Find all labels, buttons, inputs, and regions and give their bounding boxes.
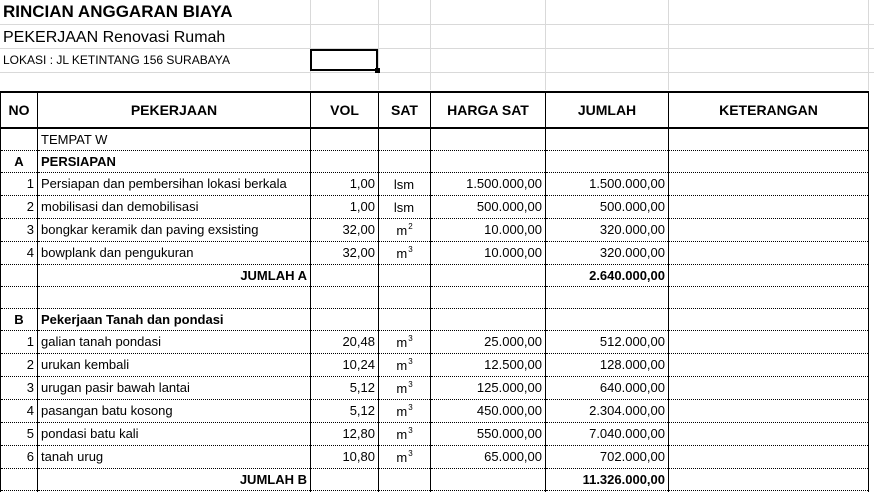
cell[interactable] xyxy=(379,264,431,286)
unit-text: lsm xyxy=(393,199,415,215)
item-description[interactable]: mobilisasi dan demobilisasi xyxy=(38,195,311,218)
item-note[interactable] xyxy=(669,218,869,241)
section-b-items xyxy=(1,330,869,468)
item-volume[interactable]: 12,80 xyxy=(311,422,379,445)
project-location: LOKASI : JL KETINTANG 156 SURABAYA xyxy=(3,53,230,67)
item-note[interactable] xyxy=(669,330,869,353)
item-description[interactable]: galian tanah pondasi xyxy=(38,330,311,353)
cell[interactable] xyxy=(669,308,869,330)
table-row xyxy=(1,128,869,150)
cell[interactable] xyxy=(1,286,38,308)
table-row xyxy=(1,218,869,241)
project-subtitle: PEKERJAAN Renovasi Rumah xyxy=(3,29,226,46)
item-unit-price[interactable]: 500.000,00 xyxy=(431,195,546,218)
item-amount[interactable]: 702.000,00 xyxy=(546,445,669,468)
cell[interactable] xyxy=(1,264,38,286)
cell[interactable] xyxy=(546,286,669,308)
item-unit[interactable] xyxy=(379,353,431,376)
section-title[interactable]: Pekerjaan Tanah dan pondasi xyxy=(38,308,311,330)
cell[interactable] xyxy=(431,286,546,308)
table-row xyxy=(1,399,869,422)
cell[interactable] xyxy=(431,150,546,172)
item-description[interactable]: Persiapan dan pembersihan lokasi berkala xyxy=(38,172,311,195)
item-volume[interactable]: 10,80 xyxy=(311,445,379,468)
item-description[interactable]: pondasi batu kali xyxy=(38,422,311,445)
item-unit[interactable] xyxy=(379,172,431,195)
unit-exponent: 3 xyxy=(408,379,413,389)
unit-exponent: 2 xyxy=(408,221,413,231)
unit-text: m xyxy=(396,403,408,419)
cell[interactable] xyxy=(669,468,869,490)
cell[interactable] xyxy=(311,128,379,150)
item-no[interactable]: 5 xyxy=(1,422,38,445)
section-code[interactable]: A xyxy=(1,150,38,172)
item-unit-price[interactable]: 125.000,00 xyxy=(431,376,546,399)
cell[interactable] xyxy=(1,468,38,490)
sheet-title: RINCIAN ANGGARAN BIAYA xyxy=(3,2,233,21)
cell[interactable] xyxy=(431,308,546,330)
item-note[interactable] xyxy=(669,445,869,468)
item-no[interactable]: 3 xyxy=(1,376,38,399)
cell[interactable] xyxy=(669,128,869,150)
cell[interactable] xyxy=(669,150,869,172)
item-volume[interactable]: 32,00 xyxy=(311,218,379,241)
item-volume[interactable]: 1,00 xyxy=(311,195,379,218)
section-code[interactable]: B xyxy=(1,308,38,330)
item-unit[interactable] xyxy=(379,241,431,264)
item-volume[interactable]: 10,24 xyxy=(311,353,379,376)
cell[interactable] xyxy=(379,308,431,330)
item-description[interactable]: pasangan batu kosong xyxy=(38,399,311,422)
item-unit[interactable] xyxy=(379,218,431,241)
unit-exponent: 3 xyxy=(408,244,413,254)
item-amount[interactable]: 640.000,00 xyxy=(546,376,669,399)
section-a-items xyxy=(1,172,869,264)
item-no[interactable]: 2 xyxy=(1,353,38,376)
section-b-row xyxy=(1,308,869,330)
cell[interactable] xyxy=(311,468,379,490)
cell[interactable] xyxy=(1,128,38,150)
item-description[interactable]: tanah urug xyxy=(38,445,311,468)
item-unit-price[interactable]: 10.000,00 xyxy=(431,241,546,264)
item-no[interactable]: 1 xyxy=(1,330,38,353)
header-pekerjaan[interactable]: PEKERJAAN xyxy=(38,92,311,128)
item-volume[interactable]: 20,48 xyxy=(311,330,379,353)
cell[interactable] xyxy=(431,468,546,490)
cell[interactable] xyxy=(311,264,379,286)
total-b-row xyxy=(1,468,869,490)
item-amount[interactable]: 128.000,00 xyxy=(546,353,669,376)
total-b-value[interactable]: 11.326.000,00 xyxy=(546,468,669,490)
cell[interactable] xyxy=(669,286,869,308)
item-note[interactable] xyxy=(669,422,869,445)
item-amount[interactable]: 320.000,00 xyxy=(546,218,669,241)
item-description[interactable]: urugan pasir bawah lantai xyxy=(38,376,311,399)
cell[interactable] xyxy=(546,308,669,330)
item-amount[interactable]: 7.040.000,00 xyxy=(546,422,669,445)
table-row xyxy=(1,445,869,468)
cell-tempat[interactable]: TEMPAT W xyxy=(38,128,311,150)
cell[interactable] xyxy=(431,128,546,150)
item-description[interactable]: bongkar keramik dan paving exsisting xyxy=(38,218,311,241)
item-note[interactable] xyxy=(669,353,869,376)
item-unit[interactable] xyxy=(379,399,431,422)
cell[interactable] xyxy=(669,264,869,286)
item-no[interactable]: 2 xyxy=(1,195,38,218)
cell[interactable] xyxy=(311,308,379,330)
item-description[interactable]: urukan kembali xyxy=(38,353,311,376)
item-note[interactable] xyxy=(669,172,869,195)
item-volume[interactable]: 5,12 xyxy=(311,376,379,399)
unit-text: m xyxy=(396,245,408,261)
table-row xyxy=(1,422,869,445)
item-note[interactable] xyxy=(669,241,869,264)
unit-text: m xyxy=(396,357,408,373)
item-amount[interactable]: 320.000,00 xyxy=(546,241,669,264)
table-row xyxy=(1,195,869,218)
header-harga-sat[interactable]: HARGA SAT xyxy=(431,92,546,128)
item-unit-price[interactable]: 550.000,00 xyxy=(431,422,546,445)
table-row xyxy=(1,286,869,308)
header-jumlah[interactable]: JUMLAH xyxy=(546,92,669,128)
table-header-row xyxy=(1,92,869,128)
item-unit[interactable] xyxy=(379,330,431,353)
section-a-row xyxy=(1,150,869,172)
unit-exponent: 3 xyxy=(408,448,413,458)
item-no[interactable]: 4 xyxy=(1,241,38,264)
cell[interactable] xyxy=(379,128,431,150)
unit-text: m xyxy=(396,426,408,442)
item-no[interactable]: 3 xyxy=(1,218,38,241)
item-description[interactable]: bowplank dan pengukuran xyxy=(38,241,311,264)
cell[interactable] xyxy=(311,150,379,172)
item-unit[interactable] xyxy=(379,195,431,218)
item-unit[interactable] xyxy=(379,376,431,399)
cell[interactable] xyxy=(311,286,379,308)
unit-text: m xyxy=(396,449,408,465)
table-row xyxy=(1,353,869,376)
total-a-label[interactable]: JUMLAH A xyxy=(38,264,311,286)
cell[interactable] xyxy=(379,468,431,490)
item-unit[interactable] xyxy=(379,422,431,445)
item-note[interactable] xyxy=(669,195,869,218)
cell[interactable] xyxy=(379,286,431,308)
header-sat[interactable]: SAT xyxy=(379,92,431,128)
item-volume[interactable]: 5,12 xyxy=(311,399,379,422)
total-a-row xyxy=(1,264,869,286)
item-volume[interactable]: 32,00 xyxy=(311,241,379,264)
item-unit[interactable] xyxy=(379,445,431,468)
unit-exponent: 3 xyxy=(408,333,413,343)
item-note[interactable] xyxy=(669,399,869,422)
item-no[interactable]: 4 xyxy=(1,399,38,422)
table-row xyxy=(1,241,869,264)
item-note[interactable] xyxy=(669,376,869,399)
item-unit-price[interactable]: 10.000,00 xyxy=(431,218,546,241)
item-unit-price[interactable]: 25.000,00 xyxy=(431,330,546,353)
cell[interactable] xyxy=(546,128,669,150)
total-a-value[interactable]: 2.640.000,00 xyxy=(546,264,669,286)
unit-exponent: 3 xyxy=(408,402,413,412)
item-amount[interactable]: 1.500.000,00 xyxy=(546,172,669,195)
unit-text: m xyxy=(396,380,408,396)
budget-table xyxy=(0,91,869,492)
item-no[interactable]: 6 xyxy=(1,445,38,468)
header-keterangan[interactable]: KETERANGAN xyxy=(669,92,869,128)
fill-handle[interactable] xyxy=(375,68,380,73)
unit-exponent: 3 xyxy=(408,425,413,435)
item-unit-price[interactable]: 65.000,00 xyxy=(431,445,546,468)
header-no[interactable]: NO xyxy=(1,92,38,128)
selected-cell[interactable] xyxy=(310,49,378,71)
item-amount[interactable]: 500.000,00 xyxy=(546,195,669,218)
header-vol[interactable]: VOL xyxy=(311,92,379,128)
table-row xyxy=(1,172,869,195)
item-unit-price[interactable]: 1.500.000,00 xyxy=(431,172,546,195)
total-b-label[interactable]: JUMLAH B xyxy=(38,468,311,490)
unit-text: m xyxy=(396,222,408,238)
table-row xyxy=(1,376,869,399)
cell[interactable] xyxy=(38,286,311,308)
item-no[interactable]: 1 xyxy=(1,172,38,195)
item-unit-price[interactable]: 450.000,00 xyxy=(431,399,546,422)
cell[interactable] xyxy=(546,150,669,172)
section-title[interactable]: PERSIAPAN xyxy=(38,150,311,172)
item-amount[interactable]: 2.304.000,00 xyxy=(546,399,669,422)
unit-exponent: 3 xyxy=(408,356,413,366)
item-volume[interactable]: 1,00 xyxy=(311,172,379,195)
table-row xyxy=(1,330,869,353)
unit-text: m xyxy=(396,334,408,350)
item-amount[interactable]: 512.000,00 xyxy=(546,330,669,353)
cell[interactable] xyxy=(379,150,431,172)
cell[interactable] xyxy=(431,264,546,286)
item-unit-price[interactable]: 12.500,00 xyxy=(431,353,546,376)
unit-text: lsm xyxy=(393,176,415,192)
